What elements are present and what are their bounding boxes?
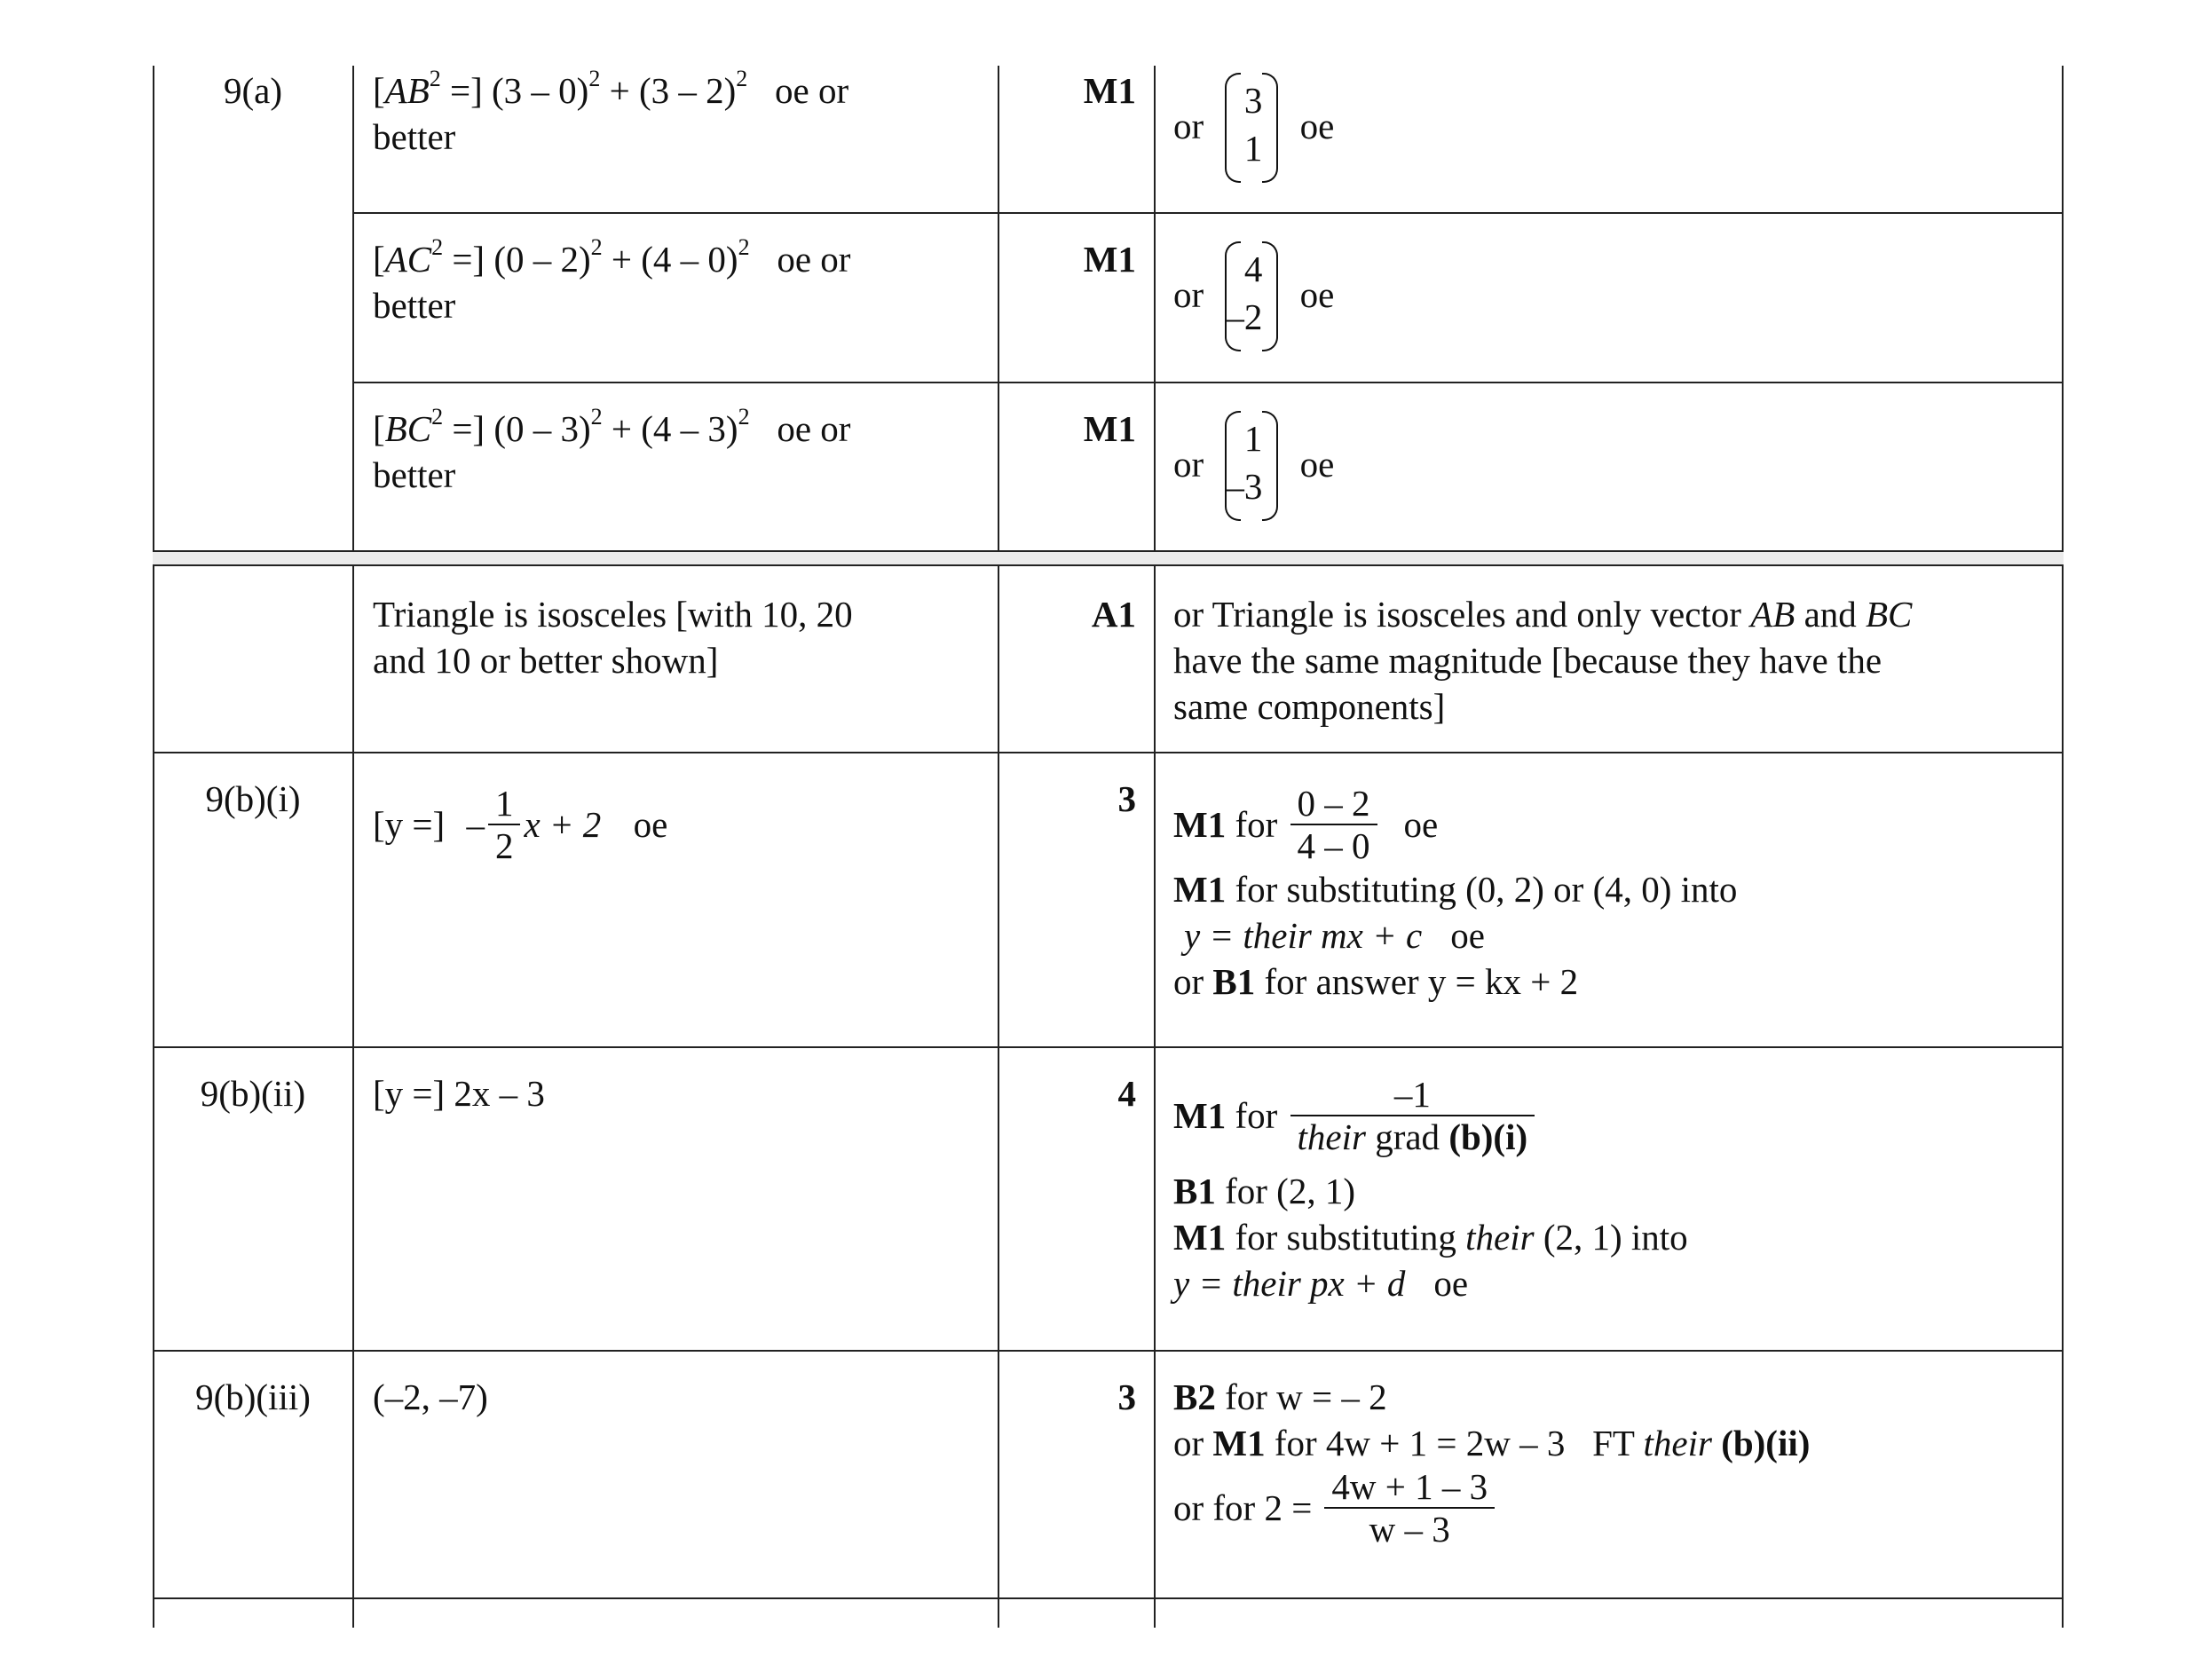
answer-cell: [$AC^2$ =] (0 – 2)$^2$ + (4 – 0)$^2$ oe or better: [373, 234, 851, 326]
guidance-cell: M1 for $\frac{0 - 2}{4 - 0}$ oe M1 for substituting (0, 2) or (4, 0) into y = their mx + c oe or B1 for answer y = kx + 2: [1173, 783, 1738, 1002]
table-border-right: [2062, 66, 2064, 1628]
marks-cell: 4: [1117, 1073, 1136, 1114]
question-number: 9(b)(i): [205, 778, 301, 819]
segment-label: AC: [384, 239, 432, 280]
column-divider-answer: [998, 66, 999, 1628]
row-divider: [153, 1597, 2064, 1599]
question-number: 9(b)(ii): [200, 1073, 306, 1114]
answer-cell: Triangle is isosceles [with 10, 20 and 10 or better shown]: [373, 594, 853, 681]
fraction: $\frac{0 - 2}{4 - 0}$: [1290, 783, 1377, 866]
answer-cell: [$BC^2$ =] (0 – 3)$^2$ + (4 – 3)$^2$ oe or better: [373, 404, 851, 495]
marks-cell: 3: [1117, 1376, 1136, 1417]
row-divider: [352, 382, 2064, 383]
answer-cell: [y =] – $\frac{1}{2}$ x + 2 oe: [373, 783, 668, 866]
column-divider-question: [352, 66, 354, 1628]
marks-cell: A1: [1091, 594, 1136, 635]
answer-cell: (–2, –7): [373, 1376, 488, 1417]
column-divider-marks: [1154, 66, 1156, 1628]
marks-cell: 3: [1117, 778, 1136, 819]
guidance-cell: or 1 –3 oe: [1173, 411, 1334, 517]
marks-cell: M1: [1083, 408, 1136, 449]
row-divider: [153, 564, 2064, 566]
row-divider: [153, 1046, 2064, 1048]
answer-cell: [y =] 2x – 3: [373, 1073, 545, 1114]
guidance-cell: B2 for w = – 2 or M1 for 4w + 1 = 2w – 3 FT their (b)(ii) or for 2 = $\frac{4w + 1 - 3}{w - 3}$: [1173, 1376, 1811, 1550]
fraction: $\frac{-1}{\text{their grad (b)(i)}}$: [1290, 1074, 1535, 1157]
marks-cell: M1: [1083, 239, 1136, 280]
row-divider: [153, 1350, 2064, 1352]
fraction: $\frac{4w + 1 - 3}{w - 3}$: [1324, 1466, 1495, 1550]
segment-label: AB: [384, 70, 430, 111]
segment-label: BC: [384, 408, 432, 449]
marks-cell: M1: [1083, 70, 1136, 111]
column-vector: 1 –3: [1225, 411, 1278, 517]
guidance-cell: or 4 –2 oe: [1173, 241, 1334, 348]
question-number: 9(b)(iii): [195, 1376, 311, 1417]
row-divider: [153, 752, 2064, 753]
column-vector: 3 1: [1225, 73, 1278, 179]
guidance-cell: M1 for $\frac{-1}{\text{their grad (b)(i)}}$ B1 for (2, 1) M1 for substituting their (2, 1) into y = their px + d oe: [1173, 1074, 1688, 1304]
guidance-cell: or Triangle is isosceles and only vector AB and BC have the same magnitude [because they have the same components]: [1173, 594, 1913, 727]
row-divider: [153, 550, 2064, 552]
guidance-cell: or 3 1 oe: [1173, 73, 1334, 179]
answer-cell: [$AB^2$ =] (3 – 0)$^2$ + (3 – 2)$^2$ oe or better: [373, 66, 849, 157]
row-divider: [352, 212, 2064, 214]
fraction: $\frac{1}{2}$: [488, 783, 521, 866]
column-vector: 4 –2: [1225, 241, 1278, 348]
question-number: 9(a): [223, 70, 282, 111]
